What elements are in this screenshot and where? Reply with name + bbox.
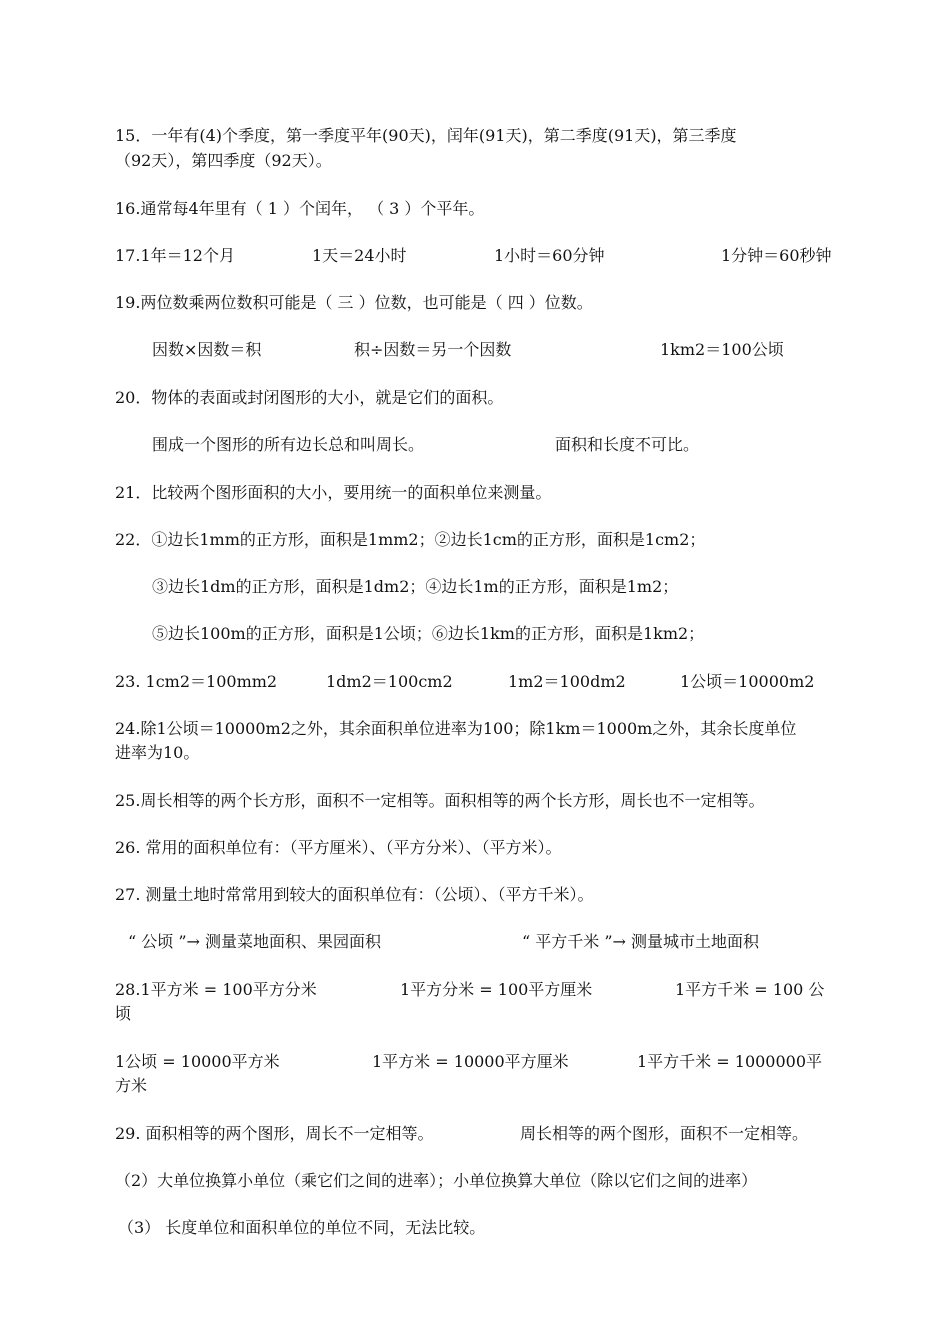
item-25: 25.周长相等的两个长方形，面积不一定相等。面积相等的两个长方形，周长也不一定相等。 <box>115 791 765 810</box>
item-28-dm2: 1平方分米 = 100平方厘米 <box>400 980 593 999</box>
item-28-row-1-wrap: 顷 <box>115 1004 132 1023</box>
area-length-note: 面积和长度不可比。 <box>555 435 700 454</box>
item-26: 26. 常用的面积单位有：（平方厘米）、（平方分米）、（平方米）。 <box>115 838 562 857</box>
note-2: （2）大单位换算小单位（乘它们之间的进率）；小单位换算大单位（除以它们之间的进率） <box>115 1171 758 1190</box>
item-17-minute: 1分钟＝60秒钟 <box>721 246 832 265</box>
item-22-line-2: ③边长1dm的正方形，面积是1dm2；④边长1m的正方形，面积是1m2； <box>152 577 679 596</box>
item-27: 27. 测量土地时常常用到较大的面积单位有：（公顷）、（平方千米）。 <box>115 885 594 904</box>
item-15-line-1: 15．一年有(4)个季度，第一季度平年(90天)，闰年(91天)，第二季度(91天)，第三季度 <box>115 126 737 145</box>
item-17-year: 17.1年＝12个月 <box>115 246 235 265</box>
item-15-line-2: （92天），第四季度（92天）。 <box>115 151 332 170</box>
item-16: 16.通常每4年里有（ 1 ）个闰年， （ 3 ）个平年。 <box>115 199 485 218</box>
item-21: 21．比较两个图形面积的大小，要用统一的面积单位来测量。 <box>115 483 552 502</box>
perimeter-definition: 围成一个图形的所有边长总和叫周长。 <box>152 435 425 454</box>
note-3: （3） 长度单位和面积单位的单位不同，无法比较。 <box>118 1218 486 1237</box>
item-17-day: 1天＝24小时 <box>312 246 407 265</box>
item-28-hectare: 1公顷 = 10000平方米 <box>115 1052 280 1071</box>
item-17-hour: 1小时＝60分钟 <box>494 246 605 265</box>
km2-usage: “ 平方千米 ”→ 测量城市土地面积 <box>522 932 760 951</box>
item-23-dm2: 1dm2＝100cm2 <box>326 672 453 691</box>
formula-product: 因数×因数＝积 <box>152 340 262 359</box>
formula-factor: 积÷因数＝另一个因数 <box>354 340 512 359</box>
item-29-area: 29. 面积相等的两个图形，周长不一定相等。 <box>115 1124 434 1143</box>
item-19: 19.两位数乘两位数积可能是（ 三 ）位数，也可能是（ 四 ）位数。 <box>115 293 593 312</box>
item-28-km2: 1平方千米 = 100 公 <box>675 980 825 999</box>
item-23-m2: 1m2＝100dm2 <box>508 672 626 691</box>
item-28-m2: 28.1平方米 = 100平方分米 <box>115 980 317 999</box>
item-28-km2-m2: 1平方千米 = 1000000平 <box>637 1052 823 1071</box>
item-20: 20．物体的表面或封闭图形的大小，就是它们的面积。 <box>115 388 504 407</box>
formula-km2: 1km2＝100公顷 <box>660 340 784 359</box>
item-29-perimeter: 周长相等的两个图形，面积不一定相等。 <box>520 1124 809 1143</box>
item-23-hectare: 1公顷＝10000m2 <box>680 672 815 691</box>
item-22-line-1: 22．①边长1mm的正方形，面积是1mm2；②边长1cm的正方形，面积是1cm2； <box>115 530 706 549</box>
hectare-usage: “ 公顷 ”→ 测量菜地面积、果园面积 <box>128 932 382 951</box>
item-24-line-1: 24.除1公顷＝10000m2之外，其余面积单位进率为100；除1km＝1000m之外，其余长度单位 <box>115 719 797 738</box>
item-28-row-2-wrap: 方米 <box>115 1076 148 1095</box>
item-24-line-2: 进率为10。 <box>115 743 200 762</box>
item-23-cm2: 23. 1cm2＝100mm2 <box>115 672 278 691</box>
item-22-line-3: ⑤边长100m的正方形，面积是1公顷；⑥边长1km的正方形，面积是1km2； <box>152 624 705 643</box>
item-28-m2-cm2: 1平方米 = 10000平方厘米 <box>372 1052 569 1071</box>
